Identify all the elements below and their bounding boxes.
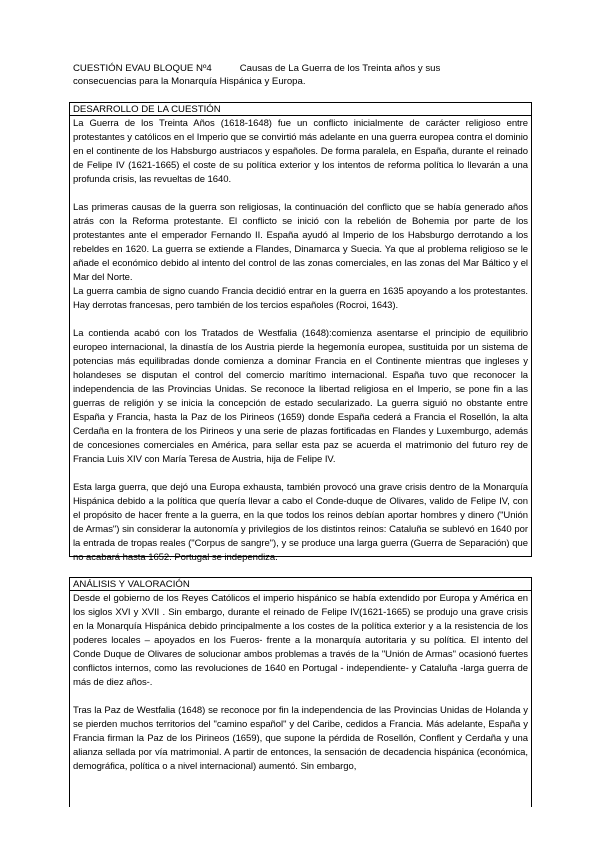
paragraph: Tras la Paz de Westfalia (1648) se reconoce por fin la independencia de las Provincias Unidas de Holanda y se pierden muchos territorios del "camino español" y del Caribe, cedidos a Francia. Más adelante, España y Francia firman la Paz de los Pirineos (1659), que supone la pérdida de Rosellón, Conflent y Cerdaña y una alianza sellada por vía matrimonial. A partir de entonces, la sensación de decadencia hispánica (económica, demográfica, política o a nivel internacional) aumentó. Sin embargo, bbox=[73, 705, 528, 772]
section-title: ANÁLISIS Y VALORACIÓN bbox=[70, 578, 531, 591]
document-header bbox=[73, 62, 533, 88]
section-body bbox=[70, 116, 531, 565]
section-body bbox=[70, 591, 531, 774]
header-line-1 bbox=[73, 62, 533, 75]
paragraph: Esta larga guerra, que dejó una Europa exhausta, también provocó una grave crisis dentro de la Monarquía Hispánica debido a la política que quería llevar a cabo el Conde-duque de Olivares, valido de Felipe IV, con el propósito de hacer frente a la guerra, en la que todos los reinos debían aportar hombres y dinero ("Unión de Armas") sin considerar la autonomía y privilegios de los distintos reinos: Cataluña se sublevó en 1640 por la entrada de tropas reales ("Corpus de sangre"), y se produce una larga guerra (Guerra de Separación) que no acabará hasta 1652. Portugal se independiza. bbox=[73, 482, 528, 563]
paragraph: La contienda acabó con los Tratados de Westfalia (1648):comienza asentarse el principio de equilibrio europeo internacional, la dinastía de los Austria pierde la hegemonía europea, sustituida por un sistema de potencias más equilibradas donde comienza a dominar Francia en el Continente mientras que ingleses y holandeses se disputan el control del comercio marítimo internacional. España tuvo que reconocer la independencia de las Provincias Unidas. Se reconoce la libertad religiosa en el Imperio, se pone fin a las guerras de religión y se inicia la concepción de estado secularizado. La guerra siguió no obstante entre España y Francia, hasta la Paz de los Pirineos (1659) donde España cederá a Francia el Rosellón, la alta Cerdaña en la frontera de los Pirineos y una serie de plazas fortificadas en Flandes y Luxemburgo, además de concesiones comerciales en América, para sellar esta paz se acuerda el matrimonio del futuro rey de Francia Luis XIV con María Teresa de Austria, hija de Felipe IV. bbox=[73, 328, 528, 465]
section-analisis bbox=[69, 577, 532, 807]
paragraph: La guerra cambia de signo cuando Francia decidió entrar en la guerra en 1635 apoyando a los protestantes. Hay derrotas francesas, pero también de los tercios españoles (Rocroi, 1643). bbox=[73, 286, 528, 311]
header-topic-line-1: Causas de La Guerra de los Treinta años y sus bbox=[239, 63, 441, 74]
section-title: DESARROLLO DE LA CUESTIÓN bbox=[70, 103, 531, 116]
header-title: CUESTIÓN EVAU BLOQUE Nº4 bbox=[73, 63, 212, 74]
paragraph: La Guerra de los Treinta Años (1618-1648) fue un conflicto inicialmente de carácter religioso entre protestantes y católicos en el Imperio que se convirtió más adelante en una guerra europea contra el dominio en el continente de los Habsburgo austriacos y españoles. De forma paralela, en España, durante el reinado de Felipe IV (1621-1665) el coste de su política exterior y los intentos de reforma política lo llevarán a una profunda crisis, las revueltas de 1640. bbox=[73, 118, 528, 185]
section-desarrollo bbox=[69, 102, 532, 563]
paragraph: Desde el gobierno de los Reyes Católicos el imperio hispánico se había extendido por Europa y América en los siglos XVI y XVII . Sin embargo, durante el reinado de Felipe IV(1621-1665) se produjo una grave crisis en la Monarquía Hispánica debido principalmente a los costes de la política exterior y a la resistencia de los poderes locales – apoyados en los Fueros- frente a la monarquía autoritaria y su política. El intento del Conde Duque de Olivares de solucionar ambos problemas a través de la "Unión de Armas" ocasionó fuertes conflictos internos, como las revoluciones de 1640 en Portugal - independiente- y Cataluña -larga guerra de más de diez años-. bbox=[73, 593, 528, 688]
paragraph: Las primeras causas de la guerra son religiosas, la continuación del conflicto que se había generado años atrás con la Reforma protestante. El conflicto se inició con la rebelión de Bohemia por parte de los protestantes ante el emperador Fernando II. España ayudó al Imperio de los Habsburgo derrotando a los rebeldes en 1620. La guerra se extiende a Flandes, Dinamarca y Suecia. Ya que al problema religioso se le añade el económico debido al intento del control de las zonas comerciales, en las zonas del Mar Báltico y el Mar del Norte. bbox=[73, 202, 528, 283]
header-topic-line-2: consecuencias para la Monarquía Hispánica y Europa. bbox=[73, 76, 306, 87]
